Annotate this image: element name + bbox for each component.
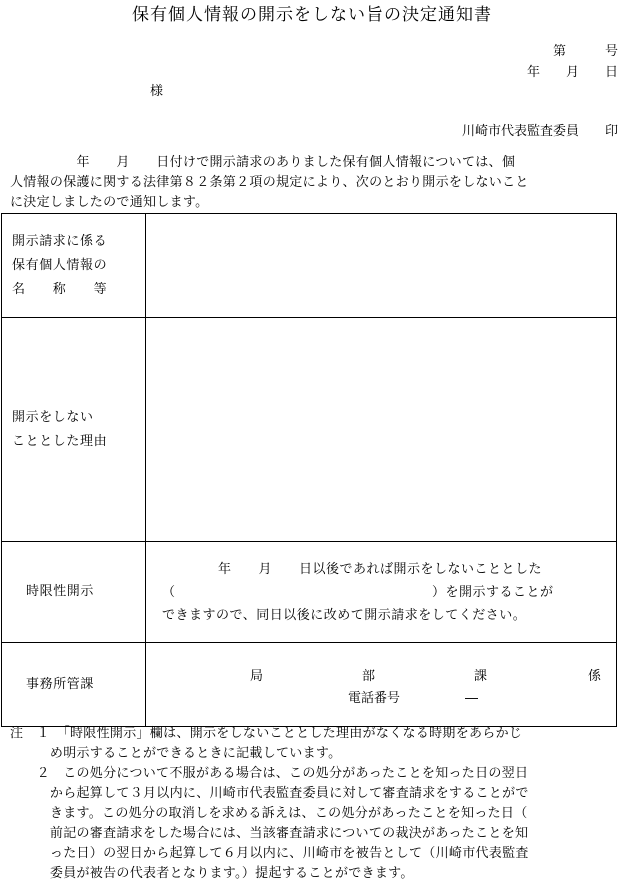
table-row (2, 643, 617, 727)
intro-line: 人情報の保護に関する法律第８２条第２項の規定により、次のとおり開示をしないこと (10, 175, 529, 190)
issuer-name: 川崎市代表監査委員 印 (461, 124, 618, 139)
note-line: 委員が被告の代表者となります。）提起することができます。 (10, 866, 414, 881)
note-line: から起算して３月以内に、川崎市代表監査委員に対して審査請求をすることがで (10, 786, 529, 801)
time-limited-disclosure-text: 年 月 日以後であれば開示をしないこととした （ ）を開示することが できますので、同日以後に改めて開示請求をしてください。 (146, 542, 617, 643)
requested-info-label: 開示請求に係る 保有個人情報の 名 称 等 (2, 214, 146, 318)
issue-date: 年 月 日 (526, 65, 618, 80)
department-value (146, 643, 617, 727)
bureau-label: 局 (250, 669, 264, 684)
intro-line: 年 月 日付けで開示請求のありました保有個人情報については、個 (10, 155, 516, 170)
document-number: 第 号 (552, 44, 618, 59)
nondisclosure-reason-label: 開示をしない こととした理由 (2, 318, 146, 542)
note-line: め明示することができるときに記載しています。 (10, 746, 342, 761)
requested-info-value (146, 214, 617, 318)
time-limited-disclosure-label: 時限性開示 (2, 542, 146, 643)
table-row (2, 542, 617, 643)
document-title: 保有個人情報の開示をしない旨の決定通知書 (132, 5, 492, 25)
decision-table (1, 213, 617, 727)
footnotes (10, 724, 529, 884)
subsection-label: 係 (588, 669, 602, 684)
intro-paragraph (10, 153, 618, 213)
note-line: 前記の審査請求をした場合には、当該審査請求についての裁決があったことを知 (10, 826, 529, 841)
phone-number-label: 電話番号 ― (348, 691, 479, 706)
addressee-honorific: 様 (150, 84, 164, 99)
note-line: ２ この処分について不服がある場合は、この処分があったことを知った日の翌日 (10, 766, 529, 781)
table-row (2, 318, 617, 542)
department-label: 事務所管課 (2, 643, 146, 727)
note-line: った日）の翌日から起算して６月以内に、川崎市を被告として（川崎市代表監査 (10, 846, 529, 861)
note-line: きます。この処分の取消しを求める訴えは、この処分があったことを知った日（ (10, 806, 528, 821)
note-line: 注 １ 「時限性開示」欄は、開示をしないこととした理由がなくなる時期をあらかじ (10, 726, 523, 741)
division-label: 部 (362, 669, 376, 684)
intro-line: に決定しましたので通知します。 (10, 195, 209, 210)
section-label: 課 (474, 669, 488, 684)
nondisclosure-reason-value (146, 318, 617, 542)
table-row (2, 214, 617, 318)
